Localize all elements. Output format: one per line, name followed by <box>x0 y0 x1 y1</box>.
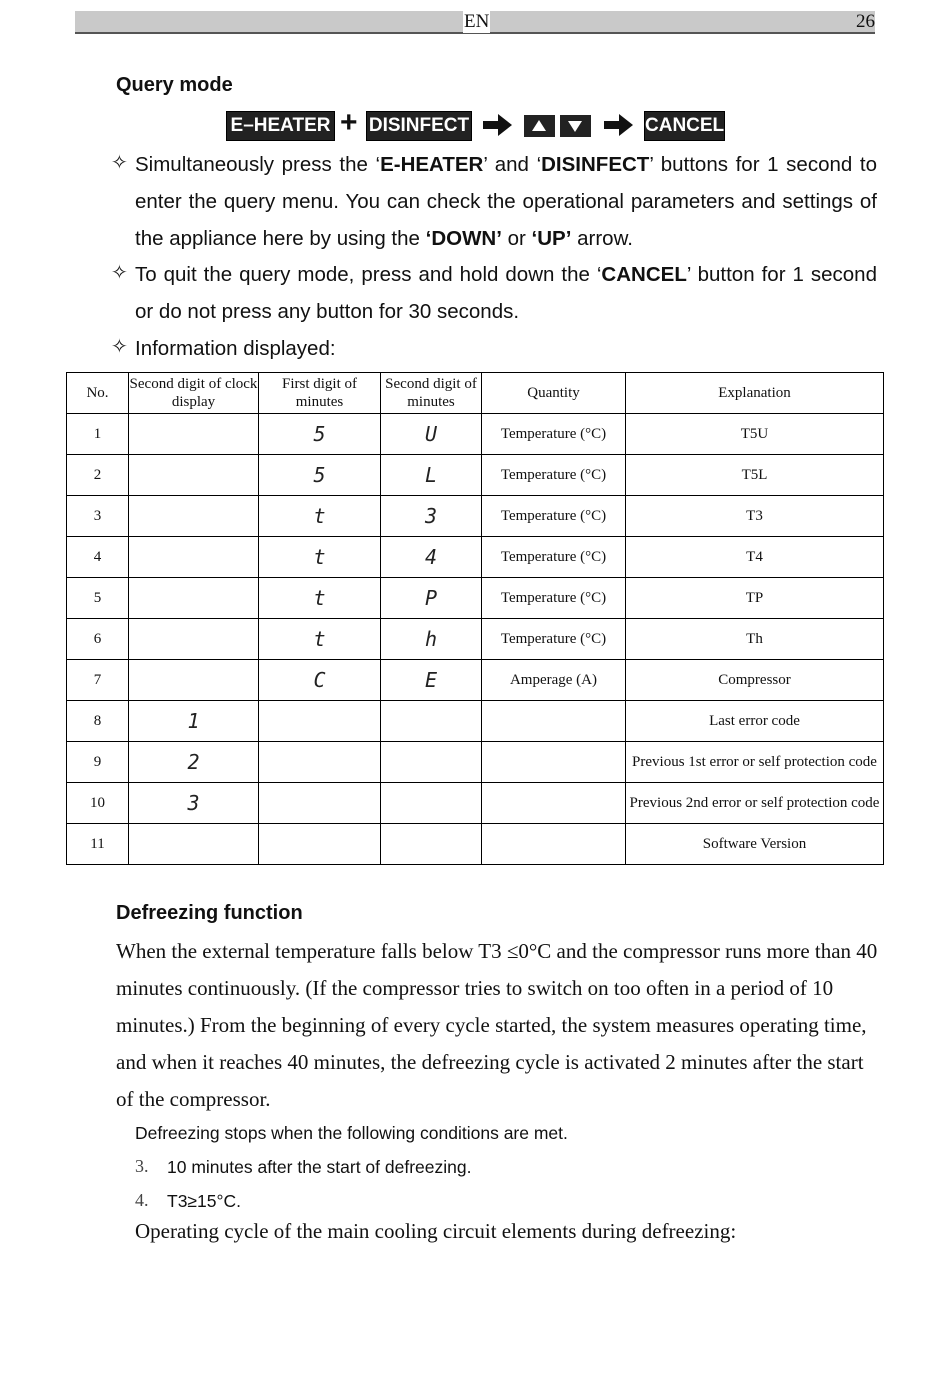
arrow-right-icon <box>483 113 513 137</box>
explanation: Previous 2nd error or self protection code <box>626 783 884 824</box>
down-arrow-key <box>560 115 591 137</box>
quantity <box>482 783 626 824</box>
bullet-diamond-icon: ✧ <box>111 150 128 174</box>
quantity: Temperature (°C) <box>482 496 626 537</box>
bullet-quit-mode: To quit the query mode, press and hold down the ‘CANCEL’ button for 1 second or do not press any button for 30 seconds. <box>135 263 877 323</box>
explanation: TP <box>626 578 884 619</box>
minute-digit-2 <box>381 824 482 865</box>
header-language: EN <box>464 11 490 32</box>
minute-digit-2: E <box>381 660 482 701</box>
minute-digit-1: t <box>259 537 381 578</box>
clock-digit <box>129 496 259 537</box>
table-row <box>67 783 884 824</box>
condition-text: 10 minutes after the start of defreezing. <box>167 1157 472 1177</box>
minute-digit-2 <box>381 742 482 783</box>
cycle-note: Operating cycle of the main cooling circuit elements during defreezing: <box>135 1219 737 1243</box>
quantity <box>482 742 626 783</box>
table-header-row <box>67 373 884 414</box>
quantity: Amperage (A) <box>482 660 626 701</box>
row-number: 9 <box>67 742 129 783</box>
clock-digit <box>129 414 259 455</box>
row-number: 11 <box>67 824 129 865</box>
up-arrow-key <box>524 115 555 137</box>
disinfect-key: DISINFECT <box>366 111 472 141</box>
clock-digit <box>129 537 259 578</box>
row-number: 2 <box>67 455 129 496</box>
quantity: Temperature (°C) <box>482 414 626 455</box>
cancel-key: CANCEL <box>644 111 725 141</box>
table-row <box>67 660 884 701</box>
explanation: Software Version <box>626 824 884 865</box>
clock-digit <box>129 619 259 660</box>
minute-digit-1: t <box>259 578 381 619</box>
page-number: 26 <box>856 11 875 32</box>
explanation: T5L <box>626 455 884 496</box>
quantity <box>482 701 626 742</box>
col-header: First digit of minutes <box>259 373 381 414</box>
row-number: 3 <box>67 496 129 537</box>
explanation: Compressor <box>626 660 884 701</box>
bullet-info-displayed: Information displayed: <box>135 337 336 360</box>
minute-digit-2: L <box>381 455 482 496</box>
arrow-right-icon <box>604 113 634 137</box>
col-header: Explanation <box>626 373 884 414</box>
defreezing-stops-intro: Defreezing stops when the following conditions are met. <box>135 1123 568 1143</box>
table-row <box>67 824 884 865</box>
row-number: 6 <box>67 619 129 660</box>
table-row <box>67 701 884 742</box>
row-number: 4 <box>67 537 129 578</box>
table-row <box>67 455 884 496</box>
clock-digit <box>129 660 259 701</box>
col-header: No. <box>67 373 129 414</box>
minute-digit-1 <box>259 701 381 742</box>
explanation: Th <box>626 619 884 660</box>
minute-digit-2: U <box>381 414 482 455</box>
defreezing-title: Defreezing function <box>116 902 303 924</box>
down-triangle-icon <box>560 115 591 137</box>
minute-digit-1 <box>259 742 381 783</box>
quantity <box>482 824 626 865</box>
row-number: 10 <box>67 783 129 824</box>
minute-digit-2: 3 <box>381 496 482 537</box>
minute-digit-2 <box>381 783 482 824</box>
minute-digit-2: 4 <box>381 537 482 578</box>
clock-digit <box>129 455 259 496</box>
minute-digit-1: 5 <box>259 455 381 496</box>
minute-digit-2 <box>381 701 482 742</box>
clock-digit: 1 <box>129 701 259 742</box>
explanation: T4 <box>626 537 884 578</box>
explanation: T5U <box>626 414 884 455</box>
quantity: Temperature (°C) <box>482 619 626 660</box>
e-heater-key: E–HEATER <box>226 111 335 141</box>
minute-digit-1 <box>259 824 381 865</box>
row-number: 1 <box>67 414 129 455</box>
clock-digit <box>129 824 259 865</box>
query-mode-title: Query mode <box>116 74 233 96</box>
col-header: Second digit of minutes <box>381 373 482 414</box>
row-number: 7 <box>67 660 129 701</box>
clock-digit: 2 <box>129 742 259 783</box>
minute-digit-2: h <box>381 619 482 660</box>
minute-digit-1: t <box>259 496 381 537</box>
explanation: Last error code <box>626 701 884 742</box>
defreezing-body: When the external temperature falls below T3 ≤0°C and the compressor runs more than 40 minutes continuously. (If the compressor tries to switch on too often in a period of 10 minutes.) From the beginning of every cycle started, the system measures operating time, and when it reaches 40 minutes, the defreezing cycle is activated 2 minutes after the start of the compressor. <box>116 939 878 1111</box>
table-row <box>67 414 884 455</box>
minute-digit-1: 5 <box>259 414 381 455</box>
row-number: 8 <box>67 701 129 742</box>
table-row <box>67 496 884 537</box>
explanation: Previous 1st error or self protection code <box>626 742 884 783</box>
table-row <box>67 537 884 578</box>
bullet-diamond-icon: ✧ <box>111 260 128 284</box>
up-triangle-icon <box>524 115 555 137</box>
bullet-press-buttons: Simultaneously press the ‘E-HEATER’ and ‘DISINFECT’ buttons for 1 second to enter the query menu. You can check the operational parameters and settings of the appliance here by using the ‘DOWN’ or ‘UP’ arrow. <box>135 153 877 250</box>
col-header: Quantity <box>482 373 626 414</box>
row-number: 5 <box>67 578 129 619</box>
table-row <box>67 742 884 783</box>
condition-text: T3≥15°C. <box>167 1191 241 1211</box>
minute-digit-2: P <box>381 578 482 619</box>
clock-digit: 3 <box>129 783 259 824</box>
minute-digit-1: C <box>259 660 381 701</box>
condition-number: 4. <box>135 1190 149 1210</box>
bullet-diamond-icon: ✧ <box>111 334 128 358</box>
table-row <box>67 619 884 660</box>
minute-digit-1: t <box>259 619 381 660</box>
minute-digit-1 <box>259 783 381 824</box>
page-header <box>75 11 875 34</box>
query-parameters-table <box>66 372 884 865</box>
quantity: Temperature (°C) <box>482 578 626 619</box>
explanation: T3 <box>626 496 884 537</box>
quantity: Temperature (°C) <box>482 537 626 578</box>
quantity: Temperature (°C) <box>482 455 626 496</box>
condition-number: 3. <box>135 1156 149 1176</box>
plus-sign: + <box>340 106 358 139</box>
clock-digit <box>129 578 259 619</box>
col-header: Second digit of clock display <box>129 373 259 414</box>
table-row <box>67 578 884 619</box>
